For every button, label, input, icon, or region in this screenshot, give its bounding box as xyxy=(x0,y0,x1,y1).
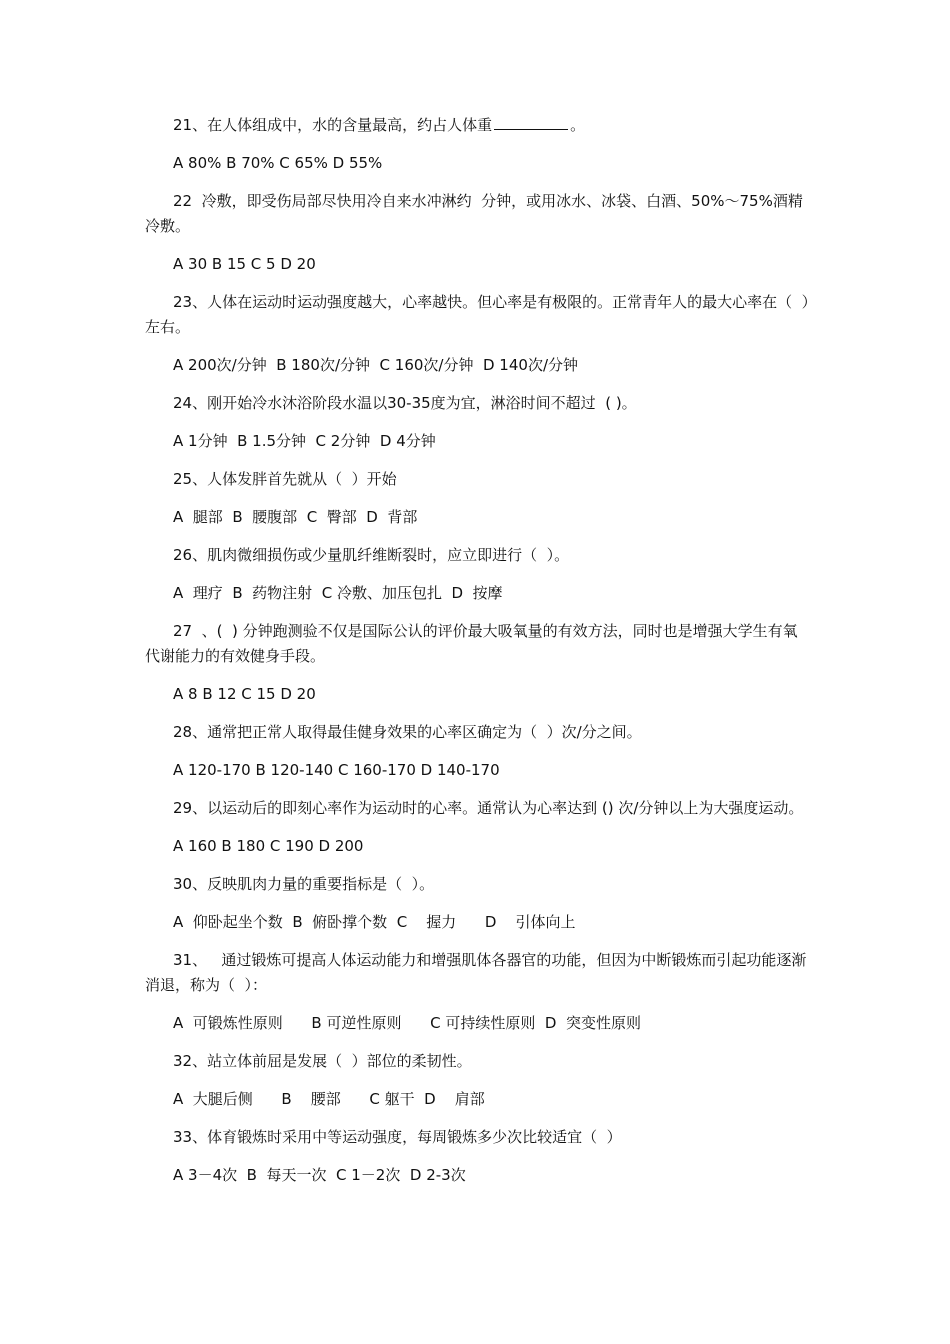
question-31: 31、 通过锻炼可提高人体运动能力和增强肌体各器官的功能，但因为中断锻炼而引起功能逐渐消退，称为（ ）： xyxy=(145,951,807,994)
question-text: 21、在人体组成中，水的含量最高，约占人体重 xyxy=(173,116,493,134)
options-33: A 3－4次 B 每天一次 C 1－2次 D 2-3次 xyxy=(173,1166,466,1184)
question-23: 23、人体在运动时运动强度越大，心率越快。但心率是有极限的。正常青年人的最大心率在（ ）左右。 xyxy=(145,293,810,336)
options-31: A 可锻炼性原则 B 可逆性原则 C 可持续性原则 D 突变性原则 xyxy=(173,1014,641,1032)
answer-blank xyxy=(494,112,568,130)
question-33: 33、体育锻炼时采用中等运动强度，每周锻炼多少次比较适宜（ ） xyxy=(173,1128,622,1146)
document-page xyxy=(145,112,810,1201)
question-22: 22 冷敷，即受伤局部尽快用冷自来水冲淋约 分钟，或用冰水、冰袋、白酒、50%～75%酒精冷敷。 xyxy=(145,192,803,235)
options-29: A 160 B 180 C 190 D 200 xyxy=(173,837,364,855)
question-30: 30、反映肌肉力量的重要指标是（ ）。 xyxy=(173,875,435,893)
options-21: A 80% B 70% C 65% D 55% xyxy=(173,154,383,172)
question-27: 27 、( ) 分钟跑测验不仅是国际公认的评价最大吸氧量的有效方法，同时也是增强大学生有氧代谢能力的有效健身手段。 xyxy=(145,622,798,665)
question-text-tail: 。 xyxy=(570,116,586,134)
options-26: A 理疗 B 药物注射 C 冷敷、加压包扎 D 按摩 xyxy=(173,584,503,602)
options-25: A 腿部 B 腰腹部 C 臀部 D 背部 xyxy=(173,508,418,526)
options-32: A 大腿后侧 B 腰部 C 躯干 D 肩部 xyxy=(173,1090,485,1108)
question-24: 24、刚开始冷水沐浴阶段水温以30-35度为宜，淋浴时间不超过 ( )。 xyxy=(173,394,637,412)
options-23: A 200次/分钟 B 180次/分钟 C 160次/分钟 D 140次/分钟 xyxy=(173,356,578,374)
question-21 xyxy=(145,112,810,138)
question-29: 29、以运动后的即刻心率作为运动时的心率。通常认为心率达到 () 次/分钟以上为大强度运动。 xyxy=(173,799,804,817)
options-22: A 30 B 15 C 5 D 20 xyxy=(173,255,316,273)
options-30: A 仰卧起坐个数 B 俯卧撑个数 C 握力 D 引体向上 xyxy=(173,913,576,931)
question-26: 26、肌肉微细损伤或少量肌纤维断裂时，应立即进行（ ）。 xyxy=(173,546,570,564)
options-28: A 120-170 B 120-140 C 160-170 D 140-170 xyxy=(173,761,500,779)
options-27: A 8 B 12 C 15 D 20 xyxy=(173,685,316,703)
question-32: 32、站立体前屈是发展（ ）部位的柔韧性。 xyxy=(173,1052,472,1070)
question-28: 28、通常把正常人取得最佳健身效果的心率区确定为（ ）次/分之间。 xyxy=(173,723,642,741)
options-24: A 1分钟 B 1.5分钟 C 2分钟 D 4分钟 xyxy=(173,432,436,450)
question-25: 25、人体发胖首先就从（ ）开始 xyxy=(173,470,397,488)
